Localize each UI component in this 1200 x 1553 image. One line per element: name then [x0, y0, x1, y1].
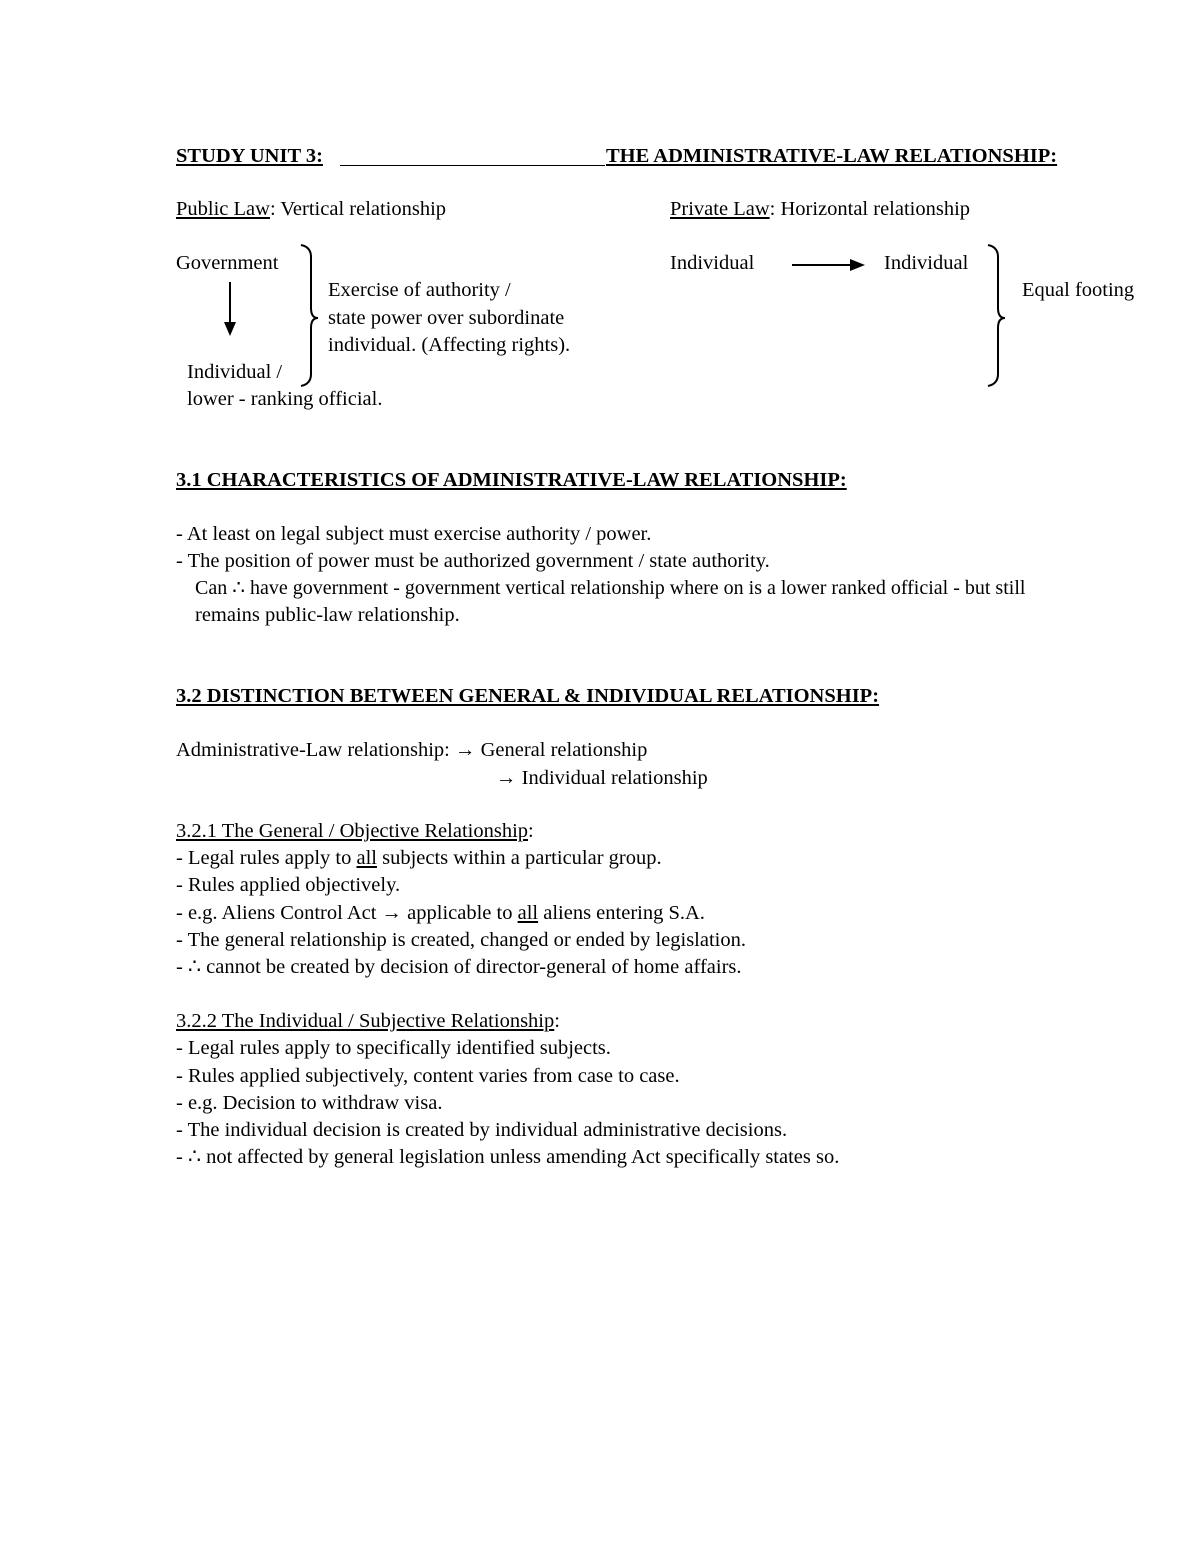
section-321-title: 3.2.1 The General / Objective Relationship [176, 820, 529, 842]
public-individual: Individual / [187, 361, 283, 383]
private-equal-footing: Equal footing [1022, 279, 1135, 301]
line-text: subjects within a particular group. [376, 847, 662, 869]
section-322-title: 3.2.2 The Individual / Subjective Relationship [176, 1010, 555, 1032]
line-text: - e.g. Aliens Control Act → applicable to [176, 902, 518, 924]
line-text: - Legal rules apply to [176, 847, 357, 869]
line-text: aliens entering S.A. [538, 902, 705, 924]
section-321-line [176, 900, 705, 927]
section-321-colon: : [528, 820, 534, 842]
section-322-heading [176, 1008, 560, 1035]
section-32-intro: Administrative-Law relationship: → General relationship [176, 739, 648, 761]
section-322-line: - Rules applied subjectively, content varies from case to case. [176, 1065, 680, 1087]
private-brace-icon [988, 245, 1005, 386]
section-32-intro-2: → Individual relationship [496, 767, 708, 789]
private-individual-right: Individual [884, 252, 969, 274]
section-31-line: remains public-law relationship. [195, 604, 460, 626]
section-322-line: - e.g. Decision to withdraw visa. [176, 1092, 443, 1114]
public-law-label: Public Law [176, 198, 270, 220]
section-321-line: - Rules applied objectively. [176, 874, 401, 896]
section-322-colon: : [554, 1010, 560, 1032]
private-law-label: Private Law [670, 198, 770, 220]
page-title: THE ADMINISTRATIVE-LAW RELATIONSHIP: [606, 145, 1058, 167]
section-321-heading [176, 818, 534, 845]
section-31-line: Can ∴ have government - government vertical relationship where on is a lower ranked official - but still [195, 577, 1026, 599]
emphasis-all: all [356, 847, 377, 869]
section-31-line: - At least on legal subject must exercise authority / power. [176, 523, 652, 545]
private-individual-left: Individual [670, 252, 755, 274]
public-note-3: individual. (Affecting rights). [328, 334, 571, 356]
public-law-desc: : Vertical relationship [269, 198, 447, 220]
public-brace-icon [301, 245, 318, 386]
horizontal-arrow-icon [792, 259, 865, 271]
section-321-line: - The general relationship is created, changed or ended by legislation. [176, 929, 746, 951]
section-321-line [176, 845, 662, 872]
section-322-line: - The individual decision is created by individual administrative decisions. [176, 1119, 788, 1141]
section-322-line: - Legal rules apply to specifically identified subjects. [176, 1037, 611, 1059]
section-31-line: - The position of power must be authorized government / state authority. [176, 550, 770, 572]
public-government: Government [176, 252, 279, 274]
emphasis-all: all [517, 902, 539, 924]
public-lower-official: lower - ranking official. [187, 388, 383, 410]
public-note-2: state power over subordinate [328, 307, 565, 329]
section-31-heading: 3.1 CHARACTERISTICS OF ADMINISTRATIVE-LAW RELATIONSHIP: [176, 469, 847, 491]
section-322-line: - ∴ not affected by general legislation unless amending Act specifically states so. [176, 1146, 840, 1168]
vertical-arrow-icon [224, 282, 236, 336]
section-321-line: - ∴ cannot be created by decision of director-general of home affairs. [176, 956, 742, 978]
unit-label: STUDY UNIT 3: [176, 145, 323, 167]
public-note-1: Exercise of authority / [328, 279, 511, 301]
section-32-heading: 3.2 DISTINCTION BETWEEN GENERAL & INDIVIDUAL RELATIONSHIP: [176, 685, 880, 707]
private-law-desc: : Horizontal relationship [769, 198, 971, 220]
